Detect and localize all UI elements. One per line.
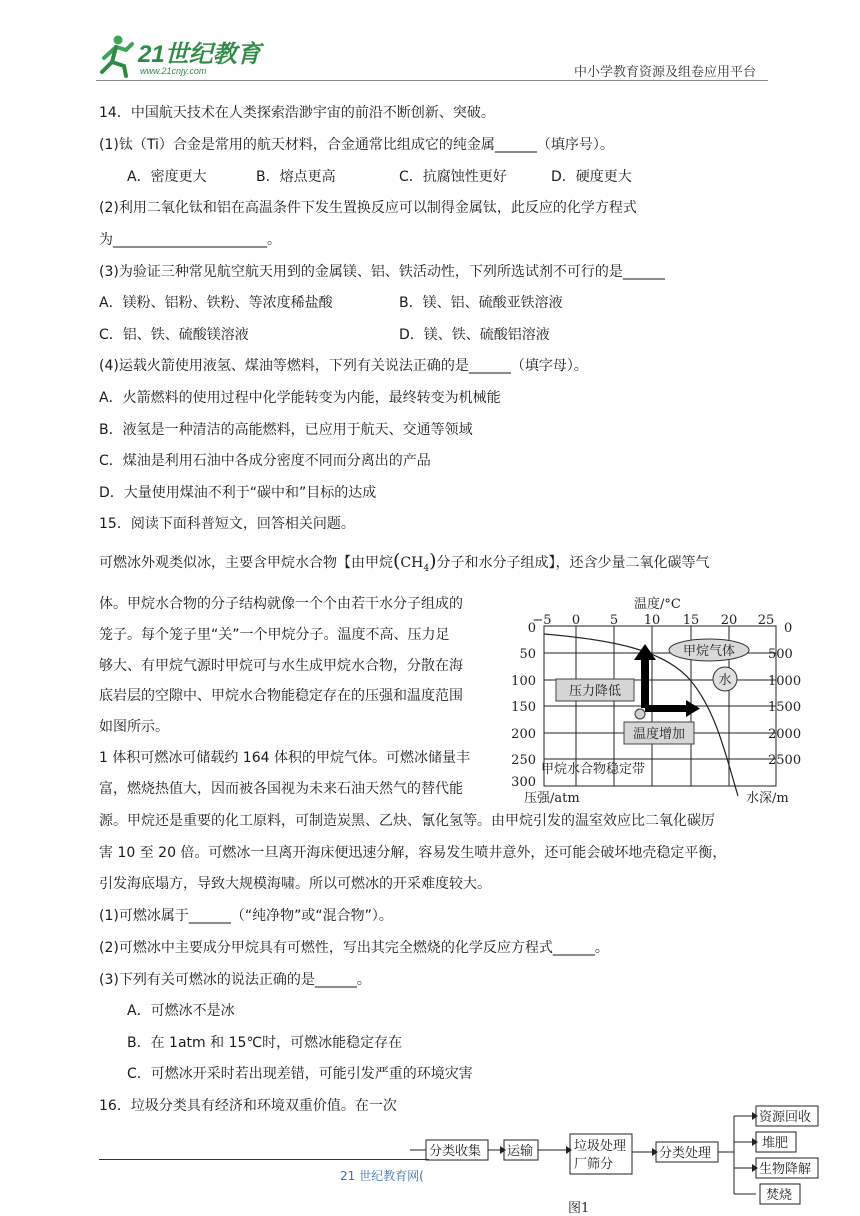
top-tick-label: 25	[757, 613, 775, 628]
q15-para-line: 1 体积可燃冰可储载约 164 体积的甲烷气体。可燃冰储量丰	[99, 750, 470, 766]
q14-part2-blank: 为______________________。	[99, 232, 281, 248]
depth-tick-label: 500	[768, 647, 793, 662]
pressure-tick-label: 200	[511, 727, 536, 742]
top-tick-label: 10	[643, 613, 661, 628]
depth-tick-label: 2000	[768, 727, 802, 742]
water-label: 水	[718, 673, 732, 688]
q14-stem: 14．中国航天技术在人类探索浩渺宇宙的前沿不断创新、突破。	[99, 105, 495, 121]
top-tick-label: 5	[609, 613, 619, 628]
pressure-tick-label: 300	[511, 775, 536, 790]
pressure-decrease-label: 压力降低	[568, 684, 622, 699]
hydrate-stability-band-label: 甲烷水合物稳定带	[541, 762, 646, 777]
flow-label-plant: 垃圾处理	[574, 1139, 627, 1154]
output-label-recycling: 资源回收	[759, 1110, 812, 1125]
flow-label-transport: 运输	[507, 1144, 534, 1159]
header-divider	[96, 80, 768, 81]
q15-para-line: 笼子。每个笼子里“关”一个甲烷分子。温度不高、压力足	[99, 627, 450, 643]
flow-label-collection: 分类收集	[429, 1144, 482, 1159]
output-label-compost: 堆肥	[762, 1136, 789, 1151]
q15-p3-option-c: C．可燃冰开采时若出现差错，可能引发严重的环境灾害	[127, 1066, 473, 1082]
q15-para-line: 源。甲烷还是重要的化工原料，可制造炭黑、乙炔、氰化氢等。由甲烷引发的温室效应比二氧化碳厉	[99, 813, 715, 829]
q15-intro-text-b: 分子和水分子组成】，还含少量二氧化碳等气	[436, 555, 710, 571]
q14-p1-option-d: D．硬度更大	[551, 169, 632, 185]
logo-title: 21世纪教育	[138, 41, 261, 68]
pressure-tick-label: 100	[511, 674, 536, 689]
q14-part2: (2)利用二氧化钛和铝在高温条件下发生置换反应可以制得金属钛，此反应的化学方程式	[99, 200, 637, 216]
temperature-increase-label: 温度增加	[632, 727, 686, 742]
pressure-axis-label: 压强/atm	[524, 791, 580, 806]
pressure-tick-label: 150	[511, 700, 536, 715]
q14-part1: (1)钛（Ti）合金是常用的航天材料，合金通常比组成它的纯金属______（填序号）。	[99, 137, 614, 153]
q14-p3-option-d: D．镁、铁、硫酸铝溶液	[399, 327, 550, 343]
pressure-tick-label: 50	[519, 647, 536, 662]
depth-tick-label: 2500	[768, 753, 802, 768]
footer-source: 21 世纪教育网(	[340, 1169, 424, 1183]
flow-label-plant-sorting: 厂筛分	[574, 1157, 614, 1172]
flow-label-treatment: 分类处理	[659, 1146, 712, 1161]
q15-part3: (3)下列有关可燃冰的说法正确的是______。	[99, 972, 371, 988]
logo-url: www.21cnjy.com	[140, 66, 207, 76]
q14-p1-option-a: A．密度更大	[127, 169, 207, 185]
q15-p3-option-a: A．可燃冰不是冰	[127, 1003, 235, 1019]
q14-p4-option-c: C．煤油是利用石油中各成分密度不同而分离出的产品	[99, 453, 431, 469]
q15-para-line: 体。甲烷水合物的分子结构就像一个个由若干水分子组成的	[99, 596, 463, 612]
q15-intro-line: 可燃冰外观类似冰，主要含甲烷水合物【由甲烷$(CH_4)$分子和水分子组成】，还含少量二氧化碳等气	[99, 550, 710, 574]
top-tick-label: 20	[720, 613, 738, 628]
q16-stem: 16．垃圾分类具有经济和环境双重价值。在一次	[99, 1098, 397, 1114]
hydrate-stability-diagram	[511, 596, 826, 828]
q15-p3-option-b: B．在 1atm 和 15℃时，可燃冰能稳定存在	[127, 1035, 403, 1051]
site-logo	[96, 32, 266, 78]
q15-intro-text-a: 可燃冰外观类似冰，主要含甲烷水合物【由甲烷	[99, 555, 393, 571]
q14-p1-option-c: C．抗腐蚀性更好	[399, 169, 507, 185]
q14-p1-option-b: B．熔点更高	[256, 169, 336, 185]
depth-tick-label: 0	[784, 621, 793, 636]
q14-part3: (3)为验证三种常见航空航天用到的金属镁、铝、铁活动性，下列所选试剂不可行的是______	[99, 264, 665, 280]
pressure-tick-label: 0	[527, 621, 536, 636]
q15-part2: (2)可燃冰中主要成分甲烷具有可燃性，写出其完全燃烧的化学反应方程式______。	[99, 940, 609, 956]
q14-p3-option-c: C．铝、铁、硫酸镁溶液	[99, 327, 249, 343]
top-tick-label: 0	[571, 613, 581, 628]
q15-para-line: 害 10 至 20 倍。可燃冰一旦离开海床便迅速分解，容易发生喷井意外，还可能会破坏地壳稳定平衡，	[99, 845, 727, 861]
q15-para-line: 如图所示。	[99, 719, 169, 735]
top-tick-label: −5	[532, 613, 552, 628]
top-tick-label: 15	[682, 613, 700, 628]
q15-part1: (1)可燃冰属于______（“纯净物”或“混合物”）。	[99, 908, 393, 924]
figure-caption: 图1	[568, 1201, 590, 1216]
q15-para-line: 够大、有甲烷气源时甲烷可与水生成甲烷水合物，分散在海	[99, 658, 463, 674]
temperature-arrow-icon	[645, 700, 700, 717]
q14-p4-option-d: D．大量使用煤油不利于“碳中和”目标的达成	[99, 485, 377, 501]
methane-gas-label: 甲烷气体	[682, 644, 736, 659]
q15-para-line: 引发海底塌方，导致大规模海啸。所以可燃冰的开采难度较大。	[99, 876, 491, 892]
q15-para-line: 富，燃烧热值大，因而被各国视为未来石油天然气的替代能	[99, 781, 463, 797]
depth-tick-label: 1000	[768, 674, 802, 689]
pressure-tick-label: 250	[511, 753, 536, 768]
output-label-incineration: 焚烧	[766, 1188, 793, 1203]
pressure-arrow-icon	[634, 644, 656, 708]
q14-p3-option-b: B．镁、铝、硫酸亚铁溶液	[399, 295, 563, 311]
methane-formula: CH	[400, 555, 424, 571]
runner-icon	[102, 36, 132, 77]
temperature-axis-label: 温度/°C	[634, 597, 681, 612]
waste-sorting-flowchart	[410, 1100, 840, 1216]
depth-axis-label: 水深/m	[746, 791, 789, 806]
q15-para-line: 底岩层的空隙中、甲烷水合物能稳定存在的压强和温度范围	[99, 688, 463, 704]
q14-p4-option-a: A．火箭燃料的使用过程中化学能转变为内能，最终转变为机械能	[99, 390, 501, 406]
q15-stem: 15．阅读下面科普短文，回答相关问题。	[99, 516, 355, 532]
depth-tick-label: 1500	[768, 700, 802, 715]
q14-part4: (4)运载火箭使用液氢、煤油等燃料，下列有关说法正确的是______（填字母）。	[99, 358, 588, 374]
output-label-biodegradation: 生物降解	[759, 1162, 812, 1177]
footer-divider	[99, 1159, 429, 1160]
q14-p3-option-a: A．镁粉、铝粉、铁粉、等浓度稀盐酸	[99, 295, 333, 311]
methane-formula-subscript: 4	[423, 563, 430, 574]
platform-name: 中小学教育资源及组卷应用平台	[573, 65, 756, 80]
state-point-marker	[635, 709, 645, 719]
q14-p4-option-b: B．液氢是一种清洁的高能燃料，已应用于航天、交通等领域	[99, 422, 473, 438]
